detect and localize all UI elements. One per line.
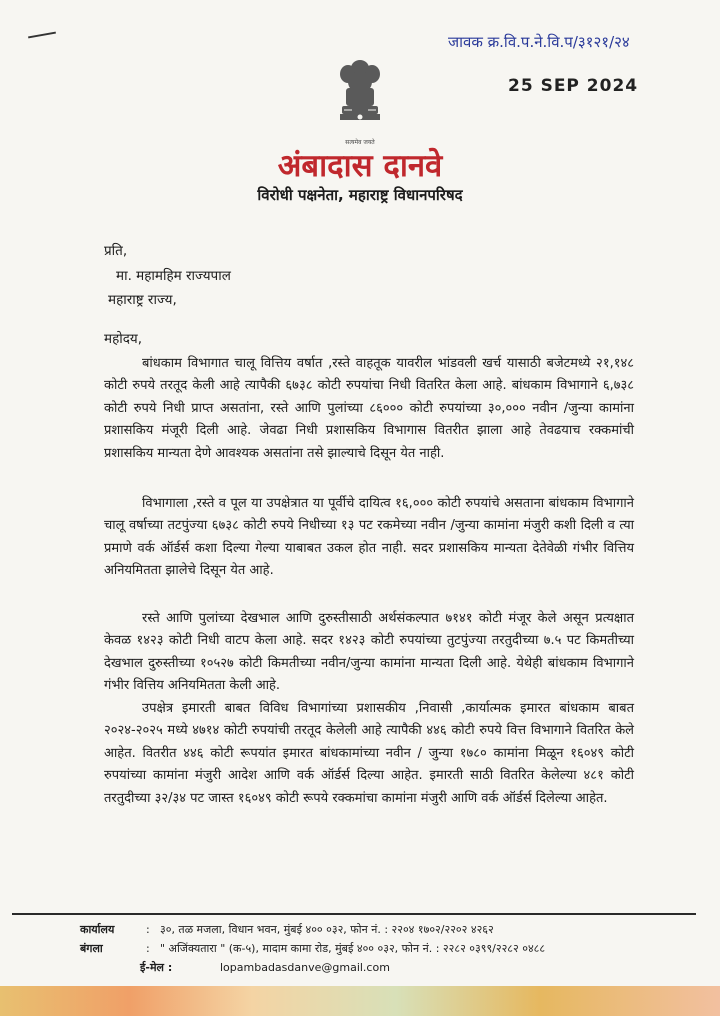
- salutation: महोदय,: [104, 331, 143, 347]
- emblem-motto: सत्यमेव जयते: [345, 139, 375, 146]
- recipient-to-label: प्रति,: [104, 243, 128, 259]
- recipient-line-1: मा. महामहिम राज्यपाल: [116, 268, 231, 284]
- body-paragraph: [104, 353, 634, 465]
- date-stamp: 25 SEP 2024: [508, 76, 639, 96]
- body-paragraph: [104, 493, 634, 583]
- paragraph-text: रस्ते आणि पुलांच्या देखभाल आणि दुरुस्तीसाठी अर्थसंकल्पात ७१४१ कोटी मंजूर केले असून प्रत्यक्षात केवळ १४२३ कोटी निधी वाटप केला आहे. सदर १४२३ कोटी रुपयांच्या तुटपुंज्या तरतुदीच्या ७.५ पट किमतीच्या देखभाल दुरुस्तीच्या १०५२७ कोटी किमतीच्या नवीन/जुन्या कामांना मान्यता दिली आहे. येथेही बांधकाम विभागाने गंभीर वित्तिय अनियमितता केली आहे.: [104, 611, 634, 694]
- paragraph-text: बांधकाम विभागात चालू वित्तिय वर्षात ,रस्ते वाहतूक यावरील भांडवली खर्च यासाठी बजेटमध्ये २१,१४८ कोटी रुपये तरतूद केली आहे त्यापैकी ६७३८ कोटी रुपयांचा निधी वितरित केला आहे. बांधकाम विभागाने ६,७३८ कोटी रुपये निधी प्राप्त असतांना, रस्ते आणि पुलांच्या ८६००० कोटी रुपयांच्या ३०,००० नवीन /जुन्या कामांना प्रशासकिय मंजूरी दिली आहे. जेवढा निधी प्रशासकिय विभागास वितरीत झाला आहे तेवढयाच रक्कमांची प्रशासकिय मान्यता देणे आवश्यक असतांना तसे झाल्याचे दिसून येत नाही.: [104, 356, 634, 461]
- residence-label: बंगला: [80, 942, 103, 955]
- office-label: कार्यालय: [80, 923, 115, 936]
- footer-contact: [80, 920, 545, 977]
- residence-address: " अजिंक्यतारा " (क-५), मादाम कामा रोड, मुंबई ४०० ०३२, फोन नं. : २२८२ ०३९९/२२८२ ०४८८: [160, 942, 546, 955]
- email-address: lopambadasdanve@gmail.com: [220, 961, 390, 974]
- residence-address-row: बंगला : " अजिंक्यतारा " (क-५), मादाम कामा रोड, मुंबई ४०० ०३२, फोन नं. : २२८२ ०३९९/२२८२ ०४८८: [80, 939, 545, 958]
- footer-divider: [12, 913, 696, 915]
- paragraph-text: उपक्षेत्र इमारती बाबत विविध विभागांच्या प्रशासकीय ,निवासी ,कार्यात्मक इमारत बांधकाम बाबत २०२४-२०२५ मध्ये ४७१४ कोटी रुपयांची तरतूद केलेली आहे त्यापैकी ४४६ कोटी रुपये वित्त विभागाने वितरित केले आहेत. वितरीत ४४६ कोटी रूपयांत इमारत बांधकामांच्या नवीन / जुन्या १७८० कामांना मिळून १६०४९ कोटी रुपयांच्या कामांना मंजुरी आदेश आणि वर्क ऑर्डर्स दिल्या आहेत. इमारती साठी वितरित केलेल्या ४८१ कोटी तरतुदीच्या ३२/३४ पट जास्त १६०४९ कोटी रूपये रक्कमांचा कामांना मंजुरी आणि वर्क ऑर्डर्स दिलेल्या आहेत.: [104, 701, 634, 806]
- office-address-row: कार्यालय : ३०, तळ मजला, विधान भवन, मुंबई ४०० ०३२, फोन नं. : २२०४ १७०२/२२०२ ४२६२: [80, 920, 545, 939]
- body-paragraph: [104, 698, 634, 810]
- email-row: [80, 958, 545, 977]
- reference-number: जावक क्र.वि.प.ने.वि.प/३१२१/२४: [448, 33, 630, 51]
- body-paragraph: [104, 608, 634, 698]
- email-label: ई-मेल :: [140, 961, 173, 974]
- national-emblem-icon: [332, 58, 388, 138]
- recipient-line-2: महाराष्ट्र राज्य,: [108, 292, 177, 308]
- sender-name: अंबादास दानवे: [277, 148, 443, 184]
- paragraph-text: विभागाला ,रस्ते व पूल या उपक्षेत्रात या पूर्वीचे दायित्व १६,००० कोटी रुपयांचे असताना बांधकाम विभागाने चालू वर्षाच्या तटपुंज्या ६७३८ कोटी रुपये निधीच्या १३ पट रकमेच्या नवीन /जुन्या कामांना मंजुरी कशी दिली व त्या प्रमाणे वर्क ऑर्डर्स कशा दिल्या गेल्या याबाबत उकल होत नाही. सदर प्रशासकिय मान्यता देतेवेळी गंभीर वित्तिय अनियमितता झालेचे दिसून येत आहे.: [104, 496, 634, 579]
- pen-mark: [28, 32, 56, 39]
- sender-title: विरोधी पक्षनेता, महाराष्ट्र विधानपरिषद: [257, 186, 463, 204]
- office-address: ३०, तळ मजला, विधान भवन, मुंबई ४०० ०३२, फोन नं. : २२०४ १७०२/२२०२ ४२६२: [160, 923, 494, 936]
- decorative-bottom-band: [0, 986, 720, 1016]
